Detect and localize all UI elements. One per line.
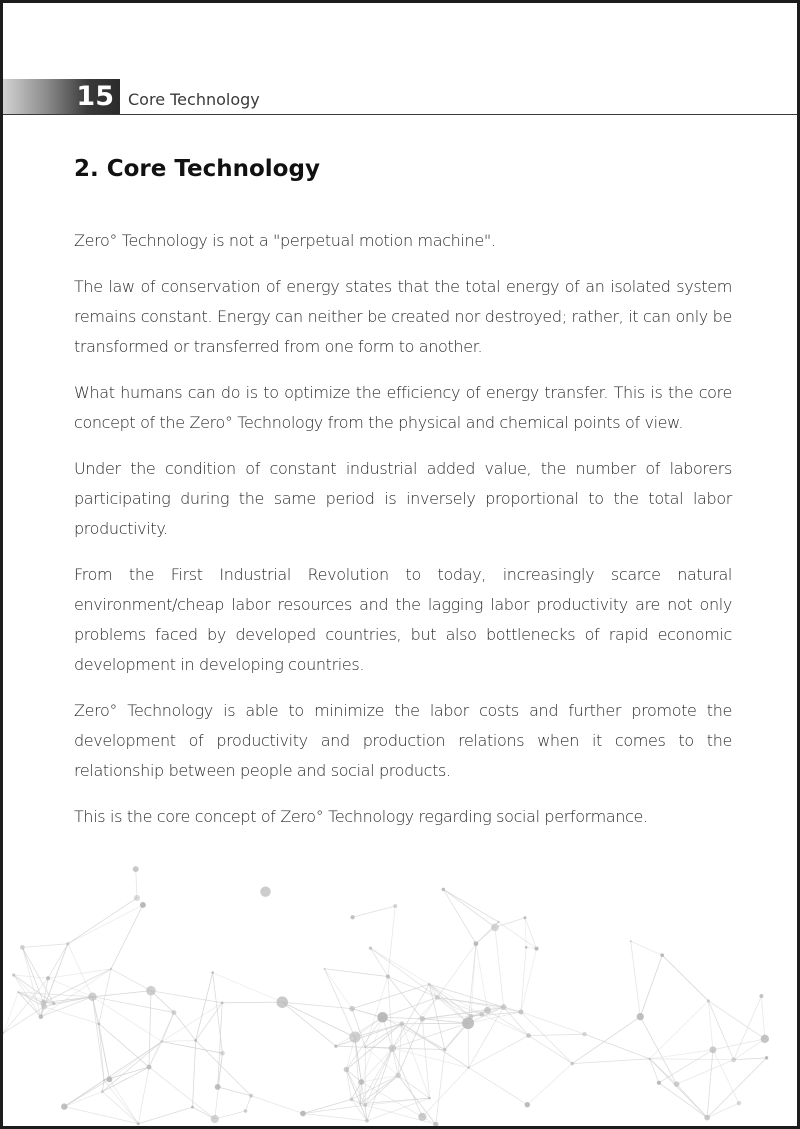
- network-line: [365, 1047, 445, 1050]
- network-line: [246, 1096, 252, 1111]
- network-line: [99, 1024, 149, 1067]
- network-line: [48, 944, 68, 978]
- network-node: [20, 945, 25, 950]
- network-node: [525, 1102, 530, 1107]
- network-line: [707, 1058, 766, 1118]
- network-node: [393, 904, 397, 908]
- network-node: [707, 999, 710, 1002]
- network-line: [708, 1001, 713, 1050]
- network-node: [137, 1122, 140, 1125]
- network-line: [707, 1103, 739, 1118]
- network-node: [443, 1048, 447, 1052]
- network-line: [149, 991, 151, 1067]
- network-line: [468, 1023, 469, 1068]
- network-node: [399, 1021, 404, 1026]
- paragraph: What humans can do is to optimize the efficiency of energy transfer. This is the core concept of the Zero° Technology from the physical and chemical points of view.: [74, 383, 732, 432]
- network-line: [529, 1036, 573, 1064]
- network-line: [136, 869, 137, 898]
- network-node: [709, 1046, 716, 1053]
- network-node: [98, 1022, 101, 1025]
- network-line: [383, 1017, 423, 1019]
- network-line: [303, 1113, 367, 1120]
- network-node: [571, 1062, 574, 1065]
- network-node: [46, 976, 50, 980]
- network-node: [101, 1090, 104, 1093]
- network-line: [324, 969, 387, 977]
- network-line: [677, 1084, 708, 1117]
- network-line: [218, 1087, 251, 1096]
- network-line: [196, 1040, 251, 1095]
- header-rule: [3, 114, 797, 115]
- network-line: [138, 1067, 149, 1124]
- network-node: [660, 953, 664, 957]
- network-line: [213, 973, 223, 1054]
- network-node: [191, 1106, 194, 1109]
- network-node: [260, 886, 270, 896]
- network-node: [474, 941, 479, 946]
- network-node: [359, 1079, 365, 1085]
- network-node: [171, 1010, 176, 1015]
- network-node: [363, 1103, 367, 1107]
- paragraph: Zero° Technology is able to minimize the labor costs and further promote the development of productivity and production relations when it comes to the relationship between people and social products.: [74, 701, 732, 780]
- body-text: [74, 226, 732, 848]
- network-node: [637, 1013, 644, 1020]
- network-node: [731, 1057, 736, 1062]
- network-node: [41, 1000, 47, 1006]
- network-node: [524, 916, 527, 919]
- network-line: [162, 1042, 223, 1054]
- network-line: [521, 1012, 585, 1034]
- network-node: [525, 946, 528, 949]
- network-line: [572, 1059, 649, 1064]
- paragraph: From the First Industrial Revolution to today, increasingly scarce natural environment/cheap labor resources and the lagging labor productivity are not only problems faced by developed countries, but also bottlenecks of rapid economic development in developing countries.: [74, 565, 732, 674]
- network-node: [161, 1041, 163, 1043]
- network-line: [215, 1111, 246, 1119]
- paragraph: Under the condition of constant industrial added value, the number of laborers participating during the same period is inversely proportional to the total labor productivity.: [74, 459, 732, 538]
- network-node: [435, 995, 440, 1000]
- network-line: [525, 918, 526, 948]
- network-line: [402, 1023, 468, 1024]
- network-line: [422, 1019, 468, 1023]
- network-node: [12, 973, 15, 976]
- network-line: [3, 992, 18, 1033]
- running-section-label: Core Technology: [128, 90, 260, 109]
- network-decoration-icon: [3, 846, 797, 1126]
- network-line: [529, 1034, 585, 1035]
- network-node: [146, 986, 156, 996]
- network-node: [276, 996, 288, 1008]
- network-line: [303, 1105, 365, 1113]
- paragraph: The law of conservation of energy states that the total energy of an isolated system remains constant. Energy can neither be created nor destroyed; rather, it can only be transformed or transferred from one form to another.: [74, 277, 732, 356]
- network-node: [349, 1006, 355, 1012]
- network-node: [220, 1051, 225, 1056]
- network-line: [495, 927, 504, 1007]
- network-line: [585, 1034, 650, 1059]
- network-line: [662, 955, 708, 1001]
- network-node: [61, 1103, 67, 1109]
- network-line: [398, 1075, 429, 1098]
- network-node: [761, 1035, 769, 1043]
- network-node: [420, 1016, 426, 1022]
- network-line: [650, 1059, 734, 1060]
- network-line: [138, 1107, 192, 1124]
- network-node: [518, 1009, 523, 1014]
- network-node: [349, 1032, 360, 1043]
- page-number: 15: [76, 81, 114, 112]
- network-node: [491, 923, 499, 931]
- network-node: [389, 1045, 396, 1052]
- network-node: [221, 1001, 224, 1004]
- network-line: [650, 1059, 707, 1118]
- network-line: [677, 1060, 734, 1084]
- network-line: [527, 1064, 572, 1105]
- network-line: [383, 997, 438, 1017]
- network-node: [501, 1004, 507, 1010]
- network-line: [370, 948, 388, 976]
- network-line: [370, 948, 429, 984]
- network-node: [418, 1113, 426, 1121]
- network-node: [428, 983, 431, 986]
- network-line: [498, 922, 536, 949]
- network-line: [360, 1082, 361, 1104]
- network-line: [469, 1068, 528, 1105]
- network-line: [353, 906, 396, 917]
- network-line: [282, 1002, 352, 1008]
- network-line: [422, 1019, 429, 1098]
- network-node: [300, 1111, 306, 1117]
- network-line: [102, 1042, 162, 1092]
- network-line: [111, 969, 151, 991]
- network-line: [437, 944, 476, 998]
- network-node: [344, 1067, 349, 1072]
- network-line: [631, 941, 641, 1016]
- network-node: [497, 921, 499, 923]
- network-line: [392, 1048, 468, 1067]
- network-node: [52, 1002, 55, 1005]
- network-line: [402, 1024, 469, 1068]
- network-node: [134, 895, 140, 901]
- network-node: [110, 968, 112, 970]
- network-node: [535, 947, 539, 951]
- network-line: [303, 1099, 351, 1113]
- network-line: [14, 975, 48, 978]
- network-node: [657, 1081, 661, 1085]
- network-node: [140, 902, 146, 908]
- network-line: [572, 1017, 640, 1064]
- network-node: [103, 1079, 105, 1081]
- network-line: [640, 955, 662, 1016]
- network-node: [215, 1084, 221, 1090]
- network-node: [462, 1017, 474, 1029]
- network-node: [323, 968, 325, 970]
- network-node: [350, 1098, 354, 1102]
- network-node: [369, 946, 372, 949]
- network-line: [650, 1059, 659, 1083]
- network-line: [659, 1083, 707, 1118]
- network-node: [582, 1032, 587, 1037]
- network-line: [251, 1096, 303, 1114]
- network-node: [17, 991, 19, 993]
- network-node: [428, 1097, 431, 1100]
- network-line: [222, 1002, 282, 1003]
- page-number-tab: [3, 79, 120, 115]
- network-node: [674, 1081, 680, 1087]
- network-line: [68, 905, 143, 944]
- network-node: [365, 1119, 369, 1123]
- section-title: 2. Core Technology: [74, 156, 320, 182]
- network-node: [133, 866, 139, 872]
- network-line: [443, 889, 476, 943]
- network-node: [467, 1067, 469, 1069]
- network-node: [350, 915, 354, 919]
- network-node: [479, 1012, 484, 1017]
- network-line: [3, 1007, 44, 1033]
- network-node: [737, 1101, 742, 1106]
- network-node: [249, 1094, 253, 1098]
- network-line: [487, 1010, 528, 1035]
- network-node: [106, 1076, 112, 1082]
- network-node: [484, 1007, 491, 1014]
- network-node: [765, 1056, 768, 1059]
- network-line: [162, 1040, 196, 1041]
- network-line: [22, 944, 67, 948]
- network-line: [707, 1050, 713, 1118]
- network-line: [734, 1058, 767, 1060]
- network-line: [213, 973, 283, 1003]
- network-node: [377, 1012, 388, 1023]
- network-node: [88, 993, 96, 1001]
- network-node: [442, 888, 445, 891]
- network-line: [192, 1040, 195, 1107]
- paragraph: Zero° Technology is not a "perpetual motion machine".: [74, 231, 496, 250]
- network-node: [364, 1046, 366, 1048]
- network-line: [44, 944, 68, 1007]
- network-line: [92, 991, 150, 997]
- network-line: [99, 969, 111, 1024]
- network-node: [704, 1115, 710, 1121]
- network-line: [443, 889, 495, 927]
- network-line: [111, 905, 143, 969]
- network-line: [41, 969, 111, 1017]
- network-node: [194, 1039, 197, 1042]
- network-node: [244, 1109, 248, 1113]
- network-node: [395, 1073, 401, 1079]
- network-node: [630, 940, 632, 942]
- network-line: [324, 969, 354, 1037]
- network-line: [324, 969, 352, 1009]
- network-line: [196, 973, 213, 1041]
- network-line: [370, 948, 437, 997]
- network-node: [211, 1115, 219, 1123]
- network-node: [211, 971, 214, 974]
- network-node: [386, 975, 390, 979]
- network-line: [149, 1067, 215, 1119]
- network-line: [650, 1001, 709, 1059]
- network-line: [525, 918, 537, 949]
- network-node: [334, 1045, 337, 1048]
- network-line: [48, 978, 92, 997]
- network-line: [443, 889, 498, 922]
- network-node: [759, 994, 763, 998]
- network-line: [761, 996, 764, 1039]
- network-node: [359, 1103, 361, 1105]
- network-node: [147, 1065, 152, 1070]
- network-node: [66, 942, 69, 945]
- network-line: [92, 997, 109, 1080]
- network-line: [631, 941, 663, 955]
- network-node: [649, 1058, 651, 1060]
- network-node: [39, 1014, 44, 1019]
- network-node: [526, 1033, 531, 1038]
- paragraph: This is the core concept of Zero° Technology regarding social performance.: [74, 807, 648, 826]
